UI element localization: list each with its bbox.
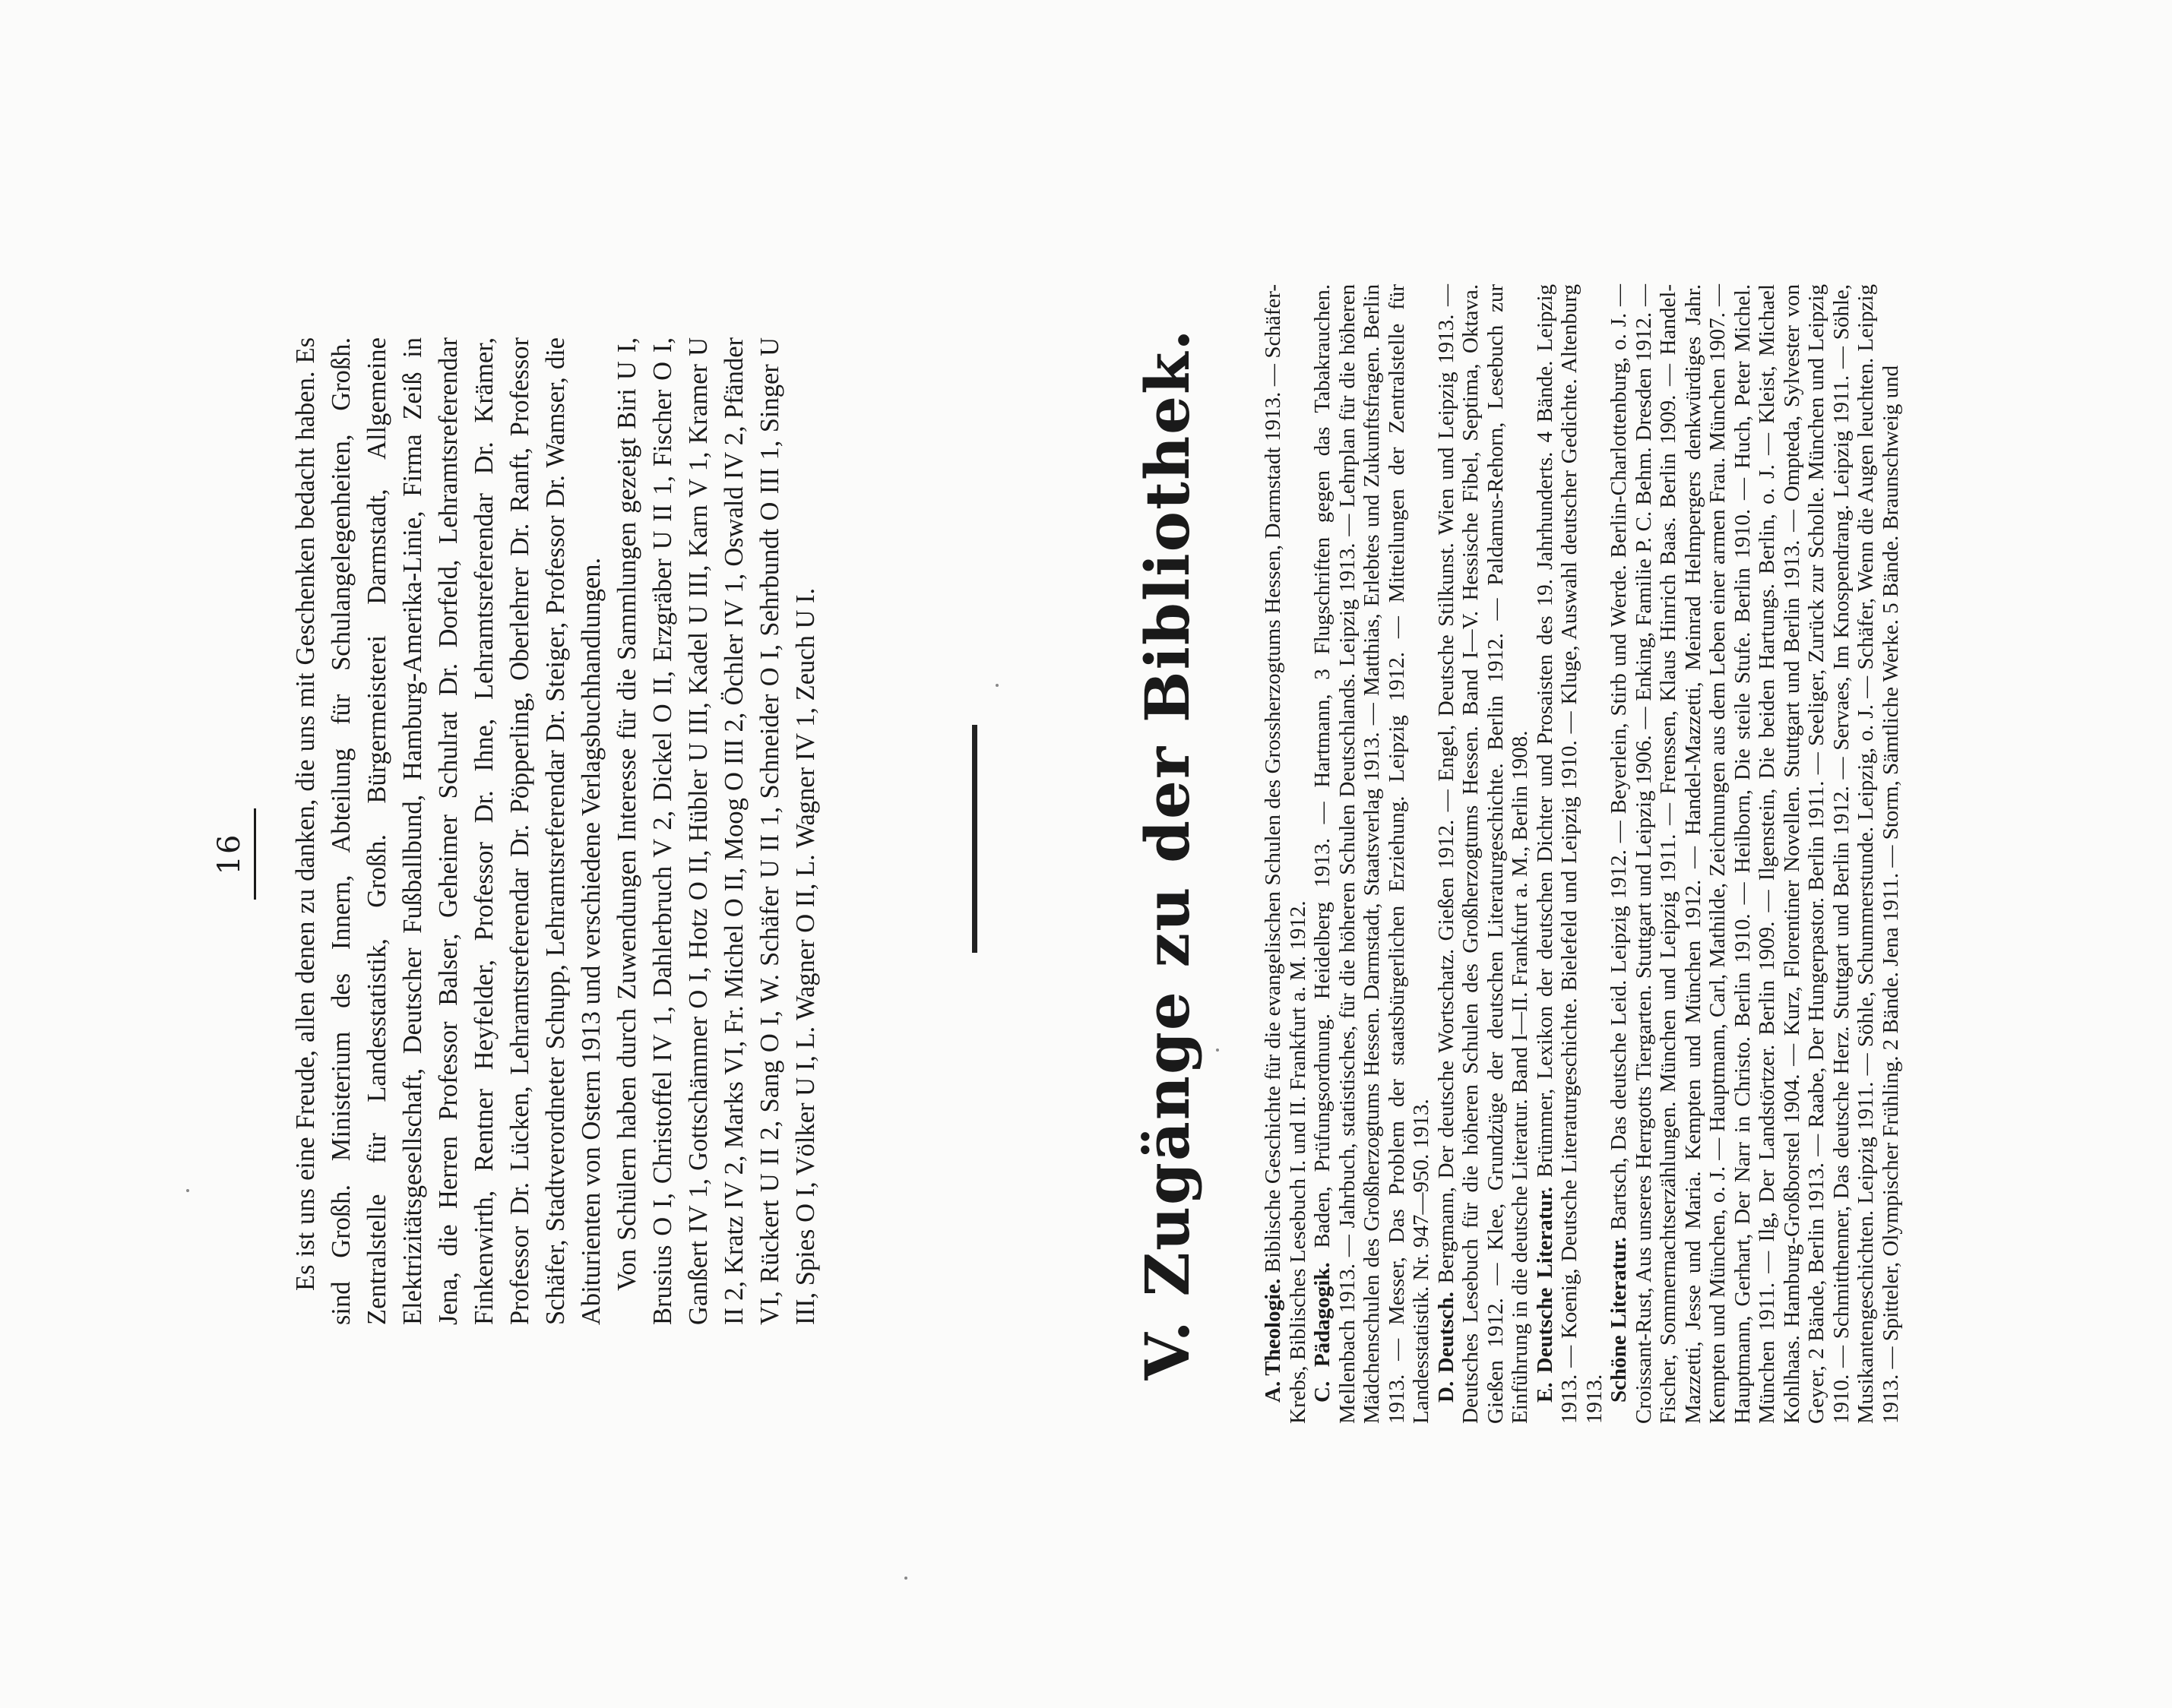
category-label: E. Deutsche Literatur. [1532,1186,1557,1403]
list-item [1261,284,1310,1424]
list-item [1310,284,1434,1424]
category-text: Biblische Geschichte für die evangelischen Schulen des Grossherzogtums Hessen, Darmstadt 1913. — Schäfer-Krebs, Biblisches Lesebuch I. und II. Frankfurt a. M. 1912. [1261,283,1310,1424]
category-label: D. Deutsch. [1433,1292,1458,1403]
acknowledgements-section [288,337,824,1325]
acknowledgements-paragraph: Es ist uns eine Freude, allen denen zu danken, die uns mit Geschenken bedacht haben. Es sind Großh. Ministerium des Innern, Abteilung für Schulangelegenheiten, Großh. Zentralstelle für Landesstatistik, Großh. Bürgermeisterei Darmstadt, Allgemeine Elektrizitätsgesellschaft, Deutscher Fußballbund, Hamburg-Amerika-Linie, Firma Zeiß in Jena, die Herren Professor Balser, Geheimer Schulrat Dr. Dorfeld, Lehramtsreferendar Finkenwirth, Rentner Heyfelder, Professor Dr. Ihne, Lehramtsreferendar Dr. Krämer, Professor Dr. Lücken, Lehramtsreferendar Dr. Pöpperling, Oberlehrer Dr. Ranft, Professor Schäfer, Stadtverordneter Schupp, Lehramtsreferendar Dr. Steiger, Professor Dr. Wamser, die Abiturienten von Ostern 1913 und verschiedene Verlagsbuchhandlungen. [291,337,606,1325]
page-number-rule [254,808,256,900]
section-divider [972,725,977,953]
category-label: A. Theologie. [1261,1278,1285,1403]
category-text: Baden, Prüfungsordnung. Heidelberg 1913. — Hartmann, 3 Flugschriften gegen das Tabakrauchen. Mellenbach 1913. — Jahrbuch, statistisches, für die höheren Schulen Deutschlands. Leipzig 1913. — Lehrplan für die höheren Mädchenschulen des Großherzogtums Hessen. Darmstadt, Staatsverlag 1913. — Matthias, Erlebtes und Zukunftsfragen. Berlin 1913. — Messer, Das Problem der staatsbürgerlichen Erziehung. Leipzig 1912. — Mitteilungen der Zentralstelle für Landesstatistik. Nr. 947—950. 1913. [1310,284,1433,1424]
list-item [1533,284,1607,1424]
category-label: C. Pädagogik. [1310,1262,1335,1403]
donations-paragraph: Von Schülern haben durch Zuwendungen Interesse für die Sammlungen gezeigt Biri U I, Brusius O I, Christoffel IV 1, Dahlerbruch V 2, Dickel O II, Erzgräber U II 1, Fischer O I, Ganßert IV 1, Gottschämmer O I, Hotz O II, Hübler U III, Kadel U III, Karn V 1, Kramer U II 2, Kratz IV 2, Marks VI, Fr. Michel O II, Moog O III 2, Öchler IV 1, Oswald IV 2, Pfänder VI, Rückert U II 2, Sang O I, W. Schäfer U II 1, Schneider O I, Sehrbundt O III 1, Singer U III, Spies O I, Völker U I, L. Wagner O II, L. Wagner IV 1, Zeuch U I. [613,337,820,1325]
category-text: Bartsch, Das deutsche Leid. Leipzig 1912. — Beyerlein, Stirb und Werde. Berlin-Charlottenburg, o. J. — Croissant-Rust, Aus unseres Herrgotts Tiergarten. Stuttgart und Leipzig 1906. — Enking, Familie P. C. Behm. Dresden 1912. — Fischer, Sommernachtserzählungen. München und Leipzig 1911. — Frenssen, Klaus Hinrich Baas. Berlin 1909. — Handel-Mazzetti, Jesse und Maria. Kempten und München 1912. — Handel-Mazzetti, Meinrad Helmpergers denkwürdiges Jahr. Kempten und München, o. J. — Hauptmann, Carl, Mathilde, Zeichnungen aus dem Leben einer armen Frau. München 1907. — Hauptmann, Gerhart, Der Narr in Christo. Berlin 1910. — Heilborn, Die steile Stufe. Berlin 1910. — Huch, Peter Michel. München 1911. — Ilg, Der Landstörtzer. Berlin 1909. — Ilgenstein, Die beiden Hartungs. Berlin, o. J. — Kleist, Michael Kohlhaas. Hamburg-Großborstel 1904. — Kurz, Florentiner Novellen. Stuttgart und Berlin 1913. — Ompteda, Sylvester von Geyer, 2 Bände, Berlin 1913. — Raabe, Der Hungerpastor. Berlin 1911. — Seeliger, Zurück zur Scholle. München und Leipzig 1910. — Schmitthenner, Das deutsche Herz. Stuttgart und Berlin 1912. — Servaes, Im Knospendrang. Leipzig 1911. — Söhle, Musikantengeschichten. Leipzig 1911. — Söhle, Schummerstunde. Leipzig, o. J. — Schäfer, Wenn die Augen leuchten. Leipzig 1913. — Spitteler, Olympischer Frühling. 2 Bände. Jena 1911. — Storm, Sämtliche Werke. 5 Bände. Braunschweig und [1607,284,1903,1424]
list-item [1607,284,1903,1424]
rotated-page [98,208,2074,1500]
page-number: 16 [212,833,247,875]
library-acquisitions-list [1261,284,1903,1424]
section-title: V. Zugänge zu der Bibliothek. [1132,327,1203,1381]
category-text: Bergmann, Der deutsche Wortschatz. Gießen 1912. — Engel, Deutsche Stilkunst. Wien und Leipzig 1913. — Deutsches Lesebuch für die höheren Schulen des Großherzogtums Hessen. Band I—V. Hessische Fibel, Septima, Oktava. Gießen 1912. — Klee, Grundzüge der deutschen Literaturgeschichte. Berlin 1912. — Paldamus-Rehorn, Lesebuch zur Einführung in die deutsche Literatur. Band I—II. Frankfurt a. M., Berlin 1908. [1433,284,1532,1424]
dust-speck [904,1577,907,1580]
list-item [1434,284,1533,1424]
category-label: Schöne Literatur. [1607,1236,1631,1403]
category-text: Brümmer, Lexikon der deutschen Dichter und Prosaisten des 19. Jahrhunderts. 4 Bände. Leipzig 1913. — Koenig, Deutsche Literaturgeschichte. Bielefeld und Leipzig 1910. — Kluge, Auswahl deutscher Gedichte. Altenburg 1913. [1532,284,1607,1424]
